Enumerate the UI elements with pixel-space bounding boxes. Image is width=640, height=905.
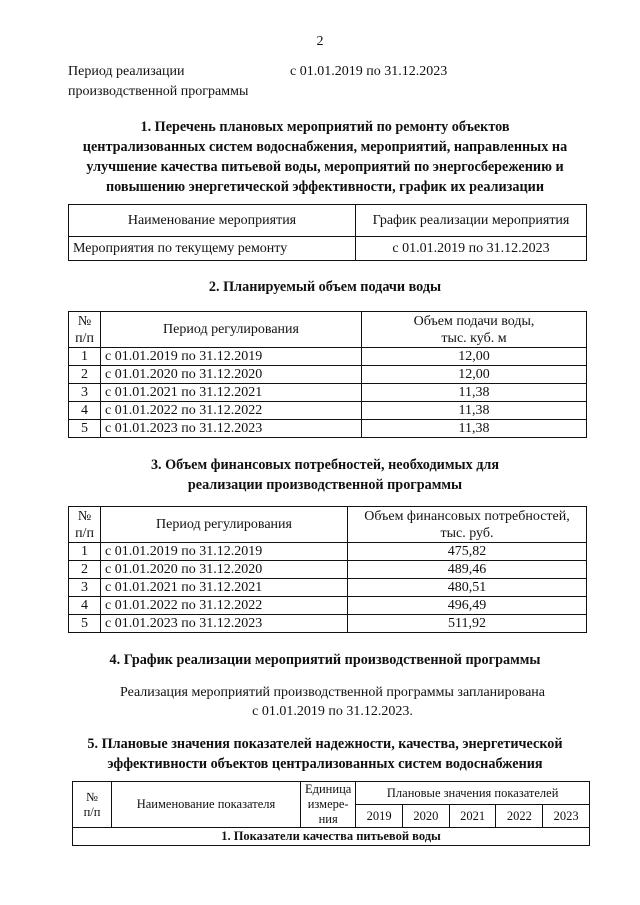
section2-title: 2. Планируемый объем подачи воды: [208, 279, 442, 295]
section4-text-line2: с 01.01.2019 по 31.12.2023.: [252, 704, 413, 719]
row-period: с 01.01.2021 по 31.12.2021: [101, 384, 362, 402]
header-number: [69, 312, 101, 348]
header-unit-line1: Единица: [305, 782, 352, 796]
row-amount: 496,49: [348, 597, 587, 615]
row-volume: 12,00: [362, 348, 587, 366]
section1-title-line: 1. Перечень плановых мероприятий по ремонту объектов: [140, 119, 510, 135]
header-number-line2: п/п: [83, 804, 101, 819]
row-number: 3: [69, 579, 101, 597]
header-schedule: График реализации мероприятия: [356, 205, 587, 237]
table-row: [69, 348, 587, 366]
row-number: 4: [69, 597, 101, 615]
activity-schedule: с 01.01.2019 по 31.12.2023: [356, 237, 587, 261]
row-volume: 12,00: [362, 366, 587, 384]
header-year: 2020: [403, 805, 450, 828]
row-volume: 11,38: [362, 420, 587, 438]
header-unit-line2: измере-: [307, 797, 349, 811]
header-year: 2021: [449, 805, 496, 828]
section1-title-line: повышению энергетической эффективности, график их реализации: [106, 179, 544, 195]
table-header-row: [69, 205, 587, 237]
table-row: [69, 597, 587, 615]
header-planned-values: Плановые значения показателей: [356, 782, 590, 805]
period-label: [68, 62, 268, 102]
section5-title-line: эффективности объектов централизованных систем водоснабжения: [107, 756, 543, 772]
table-row: [69, 384, 587, 402]
section4-text: [60, 683, 605, 721]
header-indicator-name: Наименование показателя: [112, 782, 301, 828]
row-number: 3: [69, 384, 101, 402]
section3-title-line: реализации производственной программы: [187, 477, 463, 493]
section1-title-line: централизованных систем водоснабжения, мероприятий, направленных на: [82, 139, 568, 155]
row-period: с 01.01.2022 по 31.12.2022: [101, 597, 348, 615]
indicators-table: [72, 781, 590, 846]
header-financial-line1: Объем финансовых потребностей,: [364, 508, 570, 524]
table-header-row: [69, 507, 587, 543]
row-volume: 11,38: [362, 402, 587, 420]
row-number: 2: [69, 366, 101, 384]
table-row: [69, 237, 587, 261]
row-amount: 489,46: [348, 561, 587, 579]
period-label-line1: Период реализации: [68, 64, 185, 79]
row-period: с 01.01.2021 по 31.12.2021: [101, 579, 348, 597]
period-label-line2: производственной программы: [68, 84, 249, 99]
header-year: 2023: [543, 805, 590, 828]
header-unit: [301, 782, 356, 828]
row-period: с 01.01.2019 по 31.12.2019: [101, 543, 348, 561]
section1-title: [60, 117, 590, 197]
header-number-line1: №: [77, 508, 92, 524]
header-period: Период регулирования: [101, 312, 362, 348]
section3-title-line: 3. Объем финансовых потребностей, необходимых для: [150, 457, 500, 473]
page-number: 2: [316, 34, 324, 49]
header-year: 2022: [496, 805, 543, 828]
header-number: [73, 782, 112, 828]
row-number: 1: [69, 543, 101, 561]
table-row: [69, 420, 587, 438]
row-number: 4: [69, 402, 101, 420]
header-activity-name: Наименование мероприятия: [69, 205, 356, 237]
header-number-line2: п/п: [75, 525, 94, 541]
table-row: [69, 561, 587, 579]
section5-title-line: 5. Плановые значения показателей надежности, качества, энергетической: [87, 736, 563, 752]
row-amount: 511,92: [348, 615, 587, 633]
row-number: 2: [69, 561, 101, 579]
header-number-line2: п/п: [75, 330, 94, 346]
row-volume: 11,38: [362, 384, 587, 402]
header-period: Период регулирования: [101, 507, 348, 543]
section4-text-line1: Реализация мероприятий производственной программы запланирована: [119, 685, 546, 700]
header-financial-line2: тыс. руб.: [440, 525, 494, 541]
row-period: с 01.01.2022 по 31.12.2022: [101, 402, 362, 420]
header-volume-line1: Объем подачи воды,: [413, 313, 535, 329]
period-value: с 01.01.2019 по 31.12.2023: [290, 64, 448, 79]
header-number-line1: №: [86, 789, 98, 804]
header-year: 2019: [356, 805, 403, 828]
header-number-line1: №: [77, 313, 92, 329]
header-number: [69, 507, 101, 543]
row-period: с 01.01.2020 по 31.12.2020: [101, 561, 348, 579]
table-subheader-row: [73, 828, 590, 846]
section5-title: [55, 734, 595, 774]
row-period: с 01.01.2023 по 31.12.2023: [101, 420, 362, 438]
row-number: 5: [69, 615, 101, 633]
subheader-quality-indicators: 1. Показатели качества питьевой воды: [73, 828, 590, 846]
row-number: 5: [69, 420, 101, 438]
header-financial: [348, 507, 587, 543]
row-number: 1: [69, 348, 101, 366]
activity-name: Мероприятия по текущему ремонту: [69, 237, 356, 261]
row-amount: 475,82: [348, 543, 587, 561]
table-row: [69, 615, 587, 633]
header-volume-line2: тыс. куб. м: [441, 330, 507, 346]
header-volume: [362, 312, 587, 348]
table-row: [69, 402, 587, 420]
table-row: [69, 543, 587, 561]
table-row: [69, 579, 587, 597]
row-period: с 01.01.2020 по 31.12.2020: [101, 366, 362, 384]
row-period: с 01.01.2019 по 31.12.2019: [101, 348, 362, 366]
header-unit-line3: ния: [318, 812, 338, 826]
section4-title: 4. График реализации мероприятий производственной программы: [109, 652, 541, 668]
section3-title: [60, 455, 590, 495]
row-amount: 480,51: [348, 579, 587, 597]
table-header-row: [73, 782, 590, 805]
row-period: с 01.01.2023 по 31.12.2023: [101, 615, 348, 633]
table-header-row: [69, 312, 587, 348]
table-row: [69, 366, 587, 384]
section1-title-line: улучшение качества питьевой воды, мероприятий по энергосбережению и: [86, 159, 564, 175]
financial-needs-table: [68, 506, 587, 633]
water-supply-table: [68, 311, 587, 438]
activities-table: [68, 204, 587, 261]
